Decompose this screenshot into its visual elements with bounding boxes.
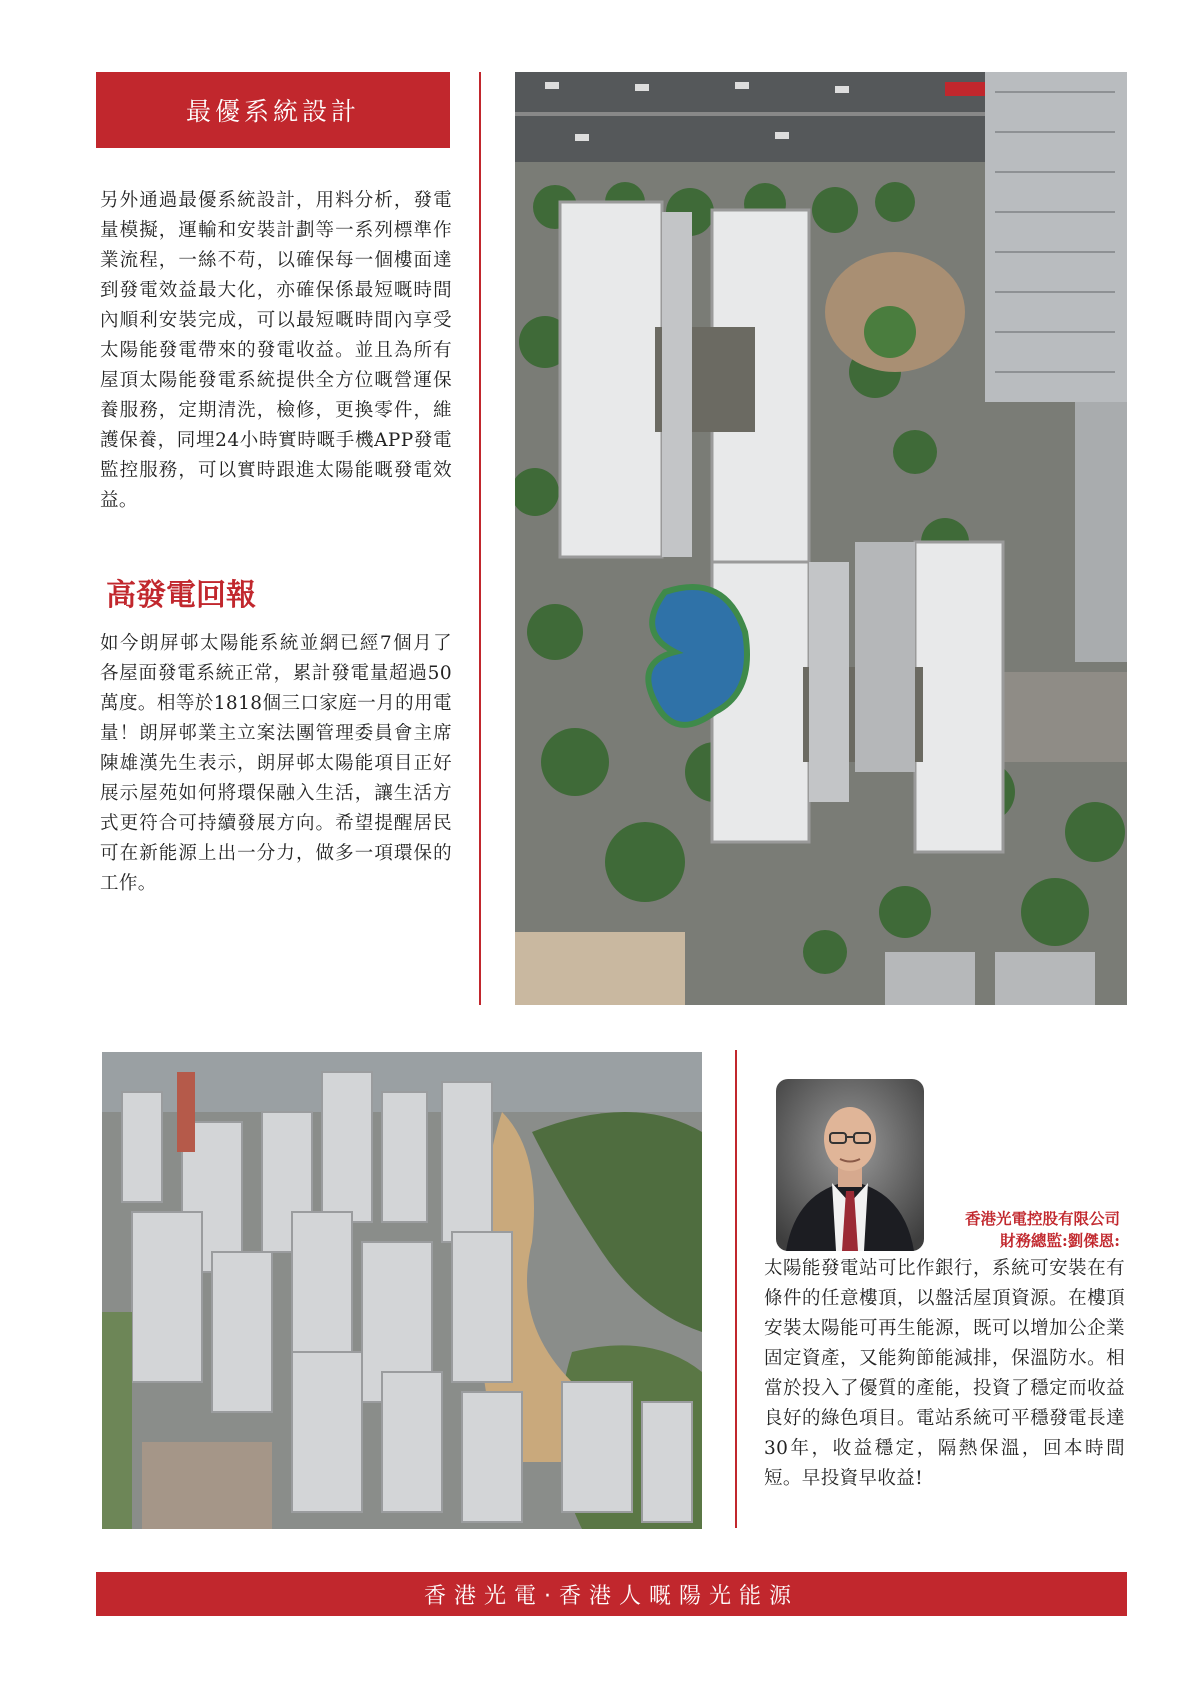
section-title: 最優系統設計 <box>185 97 360 126</box>
section2-paragraph: 如今朗屏邨太陽能系統並網已經7個月了各屋面發電系統正常，累計發電量超過50萬度。相等於1818個三口家庭一月的用電量！朗屏邨業主立案法團管理委員會主席陳雄漢先生表示，朗屏邨太陽能項目正好展示屋苑如何將環保融入生活，讓生活方式更符合可持續發展方向。希望提醒居民可在新能源上出一分力，做多一項環保的工作。 <box>100 633 452 894</box>
quote-attribution <box>880 1208 1120 1252</box>
section1-paragraph: 另外通過最優系統設計，用料分析，發電量模擬，運輸和安裝計劃等一系列標準作業流程，一絲不苟，以確保每一個樓面達到發電效益最大化，亦確保係最短嘅時間內順利安裝完成，可以最短嘅時間內享受太陽能發電帶來的發電收益。並且為所有屋頂太陽能發電系統提供全方位嘅營運保養服務，定期清洗，檢修，更換零件，維護保養，同埋24小時實時嘅手機APP發電監控服務，可以實時跟進太陽能嘅發電效益。 <box>100 190 452 511</box>
vertical-divider-bottom <box>735 1050 737 1528</box>
quote-role: 財務總監:劉傑恩: <box>1000 1231 1120 1250</box>
aerial-rooftop-photo <box>515 72 1127 1005</box>
section2-heading: 高發電回報 <box>106 578 256 613</box>
footer-slogan: 香港光電·香港人嘅陽光能源 <box>424 1583 799 1609</box>
vertical-divider-top <box>479 72 481 1005</box>
footer-banner <box>96 1572 1127 1616</box>
aerial-estate-photo <box>102 1052 702 1529</box>
quote-company: 香港光電控股有限公司 <box>964 1209 1120 1228</box>
quote-paragraph: 太陽能發電站可比作銀行，系統可安裝在有條件的任意樓頂，以盤活屋頂資源。在樓頂安裝太陽能可再生能源，既可以增加公企業固定資產，又能夠節能減排，保溫防水。相當於投入了優質的產能，投資了穩定而收益良好的綠色項目。電站系統可平穩發電長達30年，收益穩定，隔熱保溫，回本時間短。早投資早收益! <box>764 1258 1125 1489</box>
section-title-banner <box>96 72 450 148</box>
